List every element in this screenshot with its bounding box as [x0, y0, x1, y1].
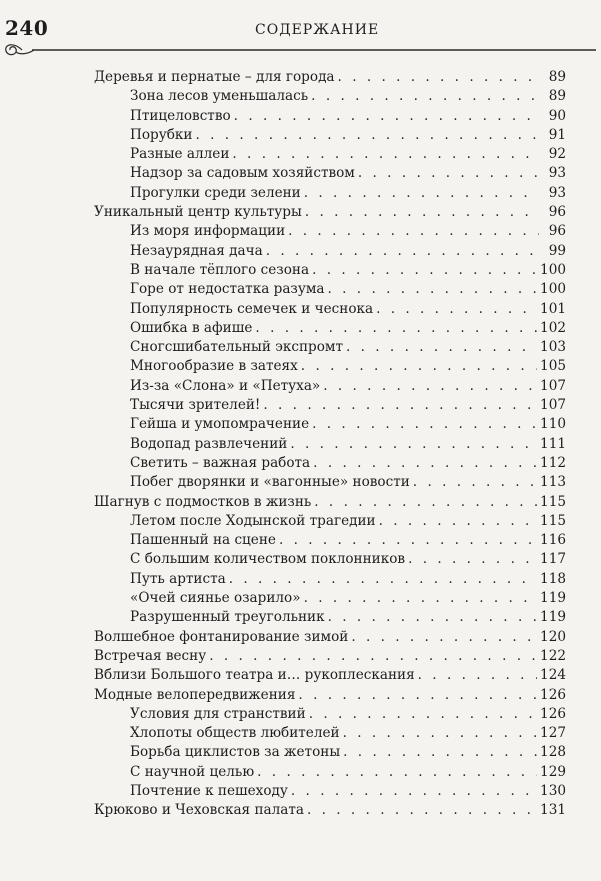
dot-leader: [376, 300, 537, 319]
entry-page-number: 96: [548, 204, 566, 221]
table-of-contents: [94, 68, 566, 821]
entry-title: Популярность семечек и чеснока: [130, 300, 374, 317]
entry-title: Побег дворянки и «вагонные» новости: [130, 474, 410, 491]
dot-leader: [358, 164, 539, 183]
entry-title: Почтение к пешеходу: [130, 782, 288, 799]
toc-subentry: [94, 222, 566, 241]
toc-entry: [94, 801, 566, 820]
toc-subentry: [94, 261, 566, 280]
entry-page-number: 96: [548, 223, 566, 240]
entry-page-number: 100: [540, 261, 566, 278]
entry-title: Борьба циклистов за жетоны: [130, 744, 341, 761]
toc-entry: [94, 628, 566, 647]
toc-subentry: [94, 242, 566, 261]
entry-title: Вблизи Большого театра и… рукоплескания: [94, 667, 415, 684]
entry-page-number: 99: [548, 242, 566, 259]
entry-page-number: 128: [540, 744, 566, 761]
dot-leader: [195, 126, 539, 145]
entry-title: Ошибка в афише: [130, 319, 253, 336]
toc-subentry: [94, 415, 566, 434]
entry-title: Шагнув с подмостков в жизнь: [94, 493, 312, 510]
entry-page-number: 113: [540, 474, 566, 491]
entry-page-number: 131: [540, 802, 566, 819]
entry-page-number: 126: [540, 686, 566, 703]
toc-subentry: [94, 280, 566, 299]
dot-leader: [379, 512, 537, 531]
entry-page-number: 116: [540, 532, 566, 549]
toc-subentry: [94, 531, 566, 550]
entry-title: Светить – важная работа: [130, 454, 311, 471]
entry-page-number: 89: [548, 69, 566, 85]
dot-leader: [255, 319, 537, 338]
dot-leader: [309, 705, 537, 724]
entry-title: Многообразие в затеях: [130, 358, 298, 375]
dot-leader: [312, 415, 537, 434]
entry-title: Гейша и умопомрачение: [130, 416, 310, 433]
toc-entry: [94, 493, 566, 512]
dot-leader: [257, 763, 537, 782]
dot-leader: [290, 435, 537, 454]
entry-page-number: 115: [540, 512, 566, 529]
entry-title: «Очей сиянье озарило»: [130, 590, 301, 607]
toc-subentry: [94, 570, 566, 589]
toc-entry: [94, 666, 566, 685]
entry-page-number: 107: [540, 377, 566, 394]
toc-entry: [94, 203, 566, 222]
entry-title: Зона лесов уменьшалась: [130, 88, 309, 105]
toc-subentry: [94, 300, 566, 319]
toc-subentry: [94, 184, 566, 203]
entry-page-number: 112: [540, 454, 566, 471]
entry-page-number: 103: [540, 339, 566, 356]
entry-page-number: 101: [540, 300, 566, 317]
entry-title: Деревья и пернатые – для города: [94, 69, 335, 85]
dot-leader: [209, 647, 537, 666]
dot-leader: [313, 454, 537, 473]
dot-leader: [413, 473, 537, 492]
entry-title: Птицеловство: [130, 107, 231, 124]
entry-page-number: 115: [540, 493, 566, 510]
dot-leader: [291, 782, 537, 801]
dot-leader: [307, 801, 537, 820]
dot-leader: [304, 184, 539, 203]
dot-leader: [323, 377, 537, 396]
entry-page-number: 105: [540, 358, 566, 375]
toc-subentry: [94, 107, 566, 126]
toc-subentry: [94, 164, 566, 183]
dot-leader: [418, 666, 537, 685]
toc-subentry: [94, 743, 566, 762]
entry-page-number: 118: [540, 570, 566, 587]
toc-subentry: [94, 763, 566, 782]
entry-page-number: 130: [540, 782, 566, 799]
entry-title: Разные аллеи: [130, 146, 230, 163]
toc-subentry: [94, 473, 566, 492]
toc-subentry: [94, 396, 566, 415]
entry-title: Хлопоты обществ любителей: [130, 725, 340, 742]
entry-page-number: 89: [548, 88, 566, 105]
dot-leader: [298, 686, 537, 705]
dot-leader: [314, 493, 537, 512]
dot-leader: [279, 531, 537, 550]
entry-title: Встречая весну: [94, 647, 207, 664]
dot-leader: [338, 68, 539, 87]
entry-title: Незаурядная дача: [130, 242, 263, 259]
entry-title: С большим количеством поклонников: [130, 551, 406, 568]
entry-page-number: 117: [540, 551, 566, 568]
entry-title: Крюково и Чеховская палата: [94, 802, 304, 819]
entry-title: Модные велопередвижения: [94, 686, 296, 703]
entry-title: Из-за «Слона» и «Петуха»: [130, 377, 321, 394]
toc-entry: [94, 68, 566, 87]
entry-title: Разрушенный треугольник: [130, 609, 325, 626]
entry-page-number: 124: [540, 667, 566, 684]
toc-subentry: [94, 338, 566, 357]
dot-leader: [351, 628, 537, 647]
entry-page-number: 120: [540, 628, 566, 645]
entry-page-number: 122: [540, 647, 566, 664]
entry-page-number: 126: [540, 705, 566, 722]
entry-page-number: 93: [548, 165, 566, 182]
toc-subentry: [94, 512, 566, 531]
dot-leader: [328, 280, 538, 299]
entry-title: Уникальный центр культуры: [94, 204, 302, 221]
toc-subentry: [94, 589, 566, 608]
dot-leader: [263, 396, 537, 415]
entry-title: Горе от недостатка разума: [130, 281, 325, 298]
dot-leader: [312, 261, 537, 280]
entry-title: Условия для странствий: [130, 705, 306, 722]
entry-page-number: 90: [548, 107, 566, 124]
toc-entry: [94, 647, 566, 666]
entry-page-number: 91: [548, 126, 566, 143]
entry-page-number: 107: [540, 397, 566, 414]
toc-subentry: [94, 724, 566, 743]
entry-title: Пашенный на сцене: [130, 532, 276, 549]
dot-leader: [229, 570, 537, 589]
entry-page-number: 111: [540, 435, 566, 452]
entry-title: Из моря информации: [130, 223, 286, 240]
dot-leader: [266, 242, 539, 261]
toc-subentry: [94, 145, 566, 164]
dot-leader: [328, 608, 537, 627]
toc-entry: [94, 686, 566, 705]
entry-page-number: 93: [548, 184, 566, 201]
entry-title: Тысячи зрителей!: [130, 397, 261, 414]
toc-subentry: [94, 550, 566, 569]
toc-subentry: [94, 357, 566, 376]
dot-leader: [343, 724, 537, 743]
entry-page-number: 100: [540, 281, 566, 298]
entry-title: В начале тёплого сезона: [130, 261, 310, 278]
dot-leader: [301, 357, 537, 376]
dot-leader: [305, 203, 539, 222]
toc-subentry: [94, 454, 566, 473]
entry-page-number: 119: [540, 590, 566, 607]
dot-leader: [232, 145, 539, 164]
entry-title: Водопад развлечений: [130, 435, 288, 452]
entry-title: Путь артиста: [130, 570, 226, 587]
entry-title: Летом после Ходынской трагедии: [130, 512, 376, 529]
page-number: 240: [5, 16, 49, 40]
toc-subentry: [94, 435, 566, 454]
entry-page-number: 119: [540, 609, 566, 626]
dot-leader: [234, 107, 539, 126]
entry-title: Надзор за садовым хозяйством: [130, 165, 355, 182]
toc-subentry: [94, 377, 566, 396]
dot-leader: [311, 87, 539, 106]
toc-subentry: [94, 319, 566, 338]
toc-subentry: [94, 782, 566, 801]
entry-title: Порубки: [130, 126, 193, 143]
flourish-rule-icon: [0, 40, 601, 60]
entry-page-number: 92: [548, 146, 566, 163]
entry-page-number: 129: [540, 763, 566, 780]
toc-subentry: [94, 87, 566, 106]
entry-page-number: 110: [540, 416, 566, 433]
dot-leader: [346, 338, 537, 357]
running-title: СОДЕРЖАНИЕ: [255, 22, 380, 38]
dot-leader: [408, 550, 537, 569]
entry-title: С научной целью: [130, 763, 255, 780]
dot-leader: [343, 743, 537, 762]
toc-subentry: [94, 705, 566, 724]
dot-leader: [288, 222, 539, 241]
toc-subentry: [94, 126, 566, 145]
entry-page-number: 127: [540, 725, 566, 742]
entry-page-number: 102: [540, 319, 566, 336]
toc-subentry: [94, 608, 566, 627]
entry-title: Волшебное фонтанирование зимой: [94, 628, 349, 645]
entry-title: Прогулки среди зелени: [130, 184, 301, 201]
entry-title: Сногсшибательный экспромт: [130, 339, 343, 356]
dot-leader: [304, 589, 537, 608]
